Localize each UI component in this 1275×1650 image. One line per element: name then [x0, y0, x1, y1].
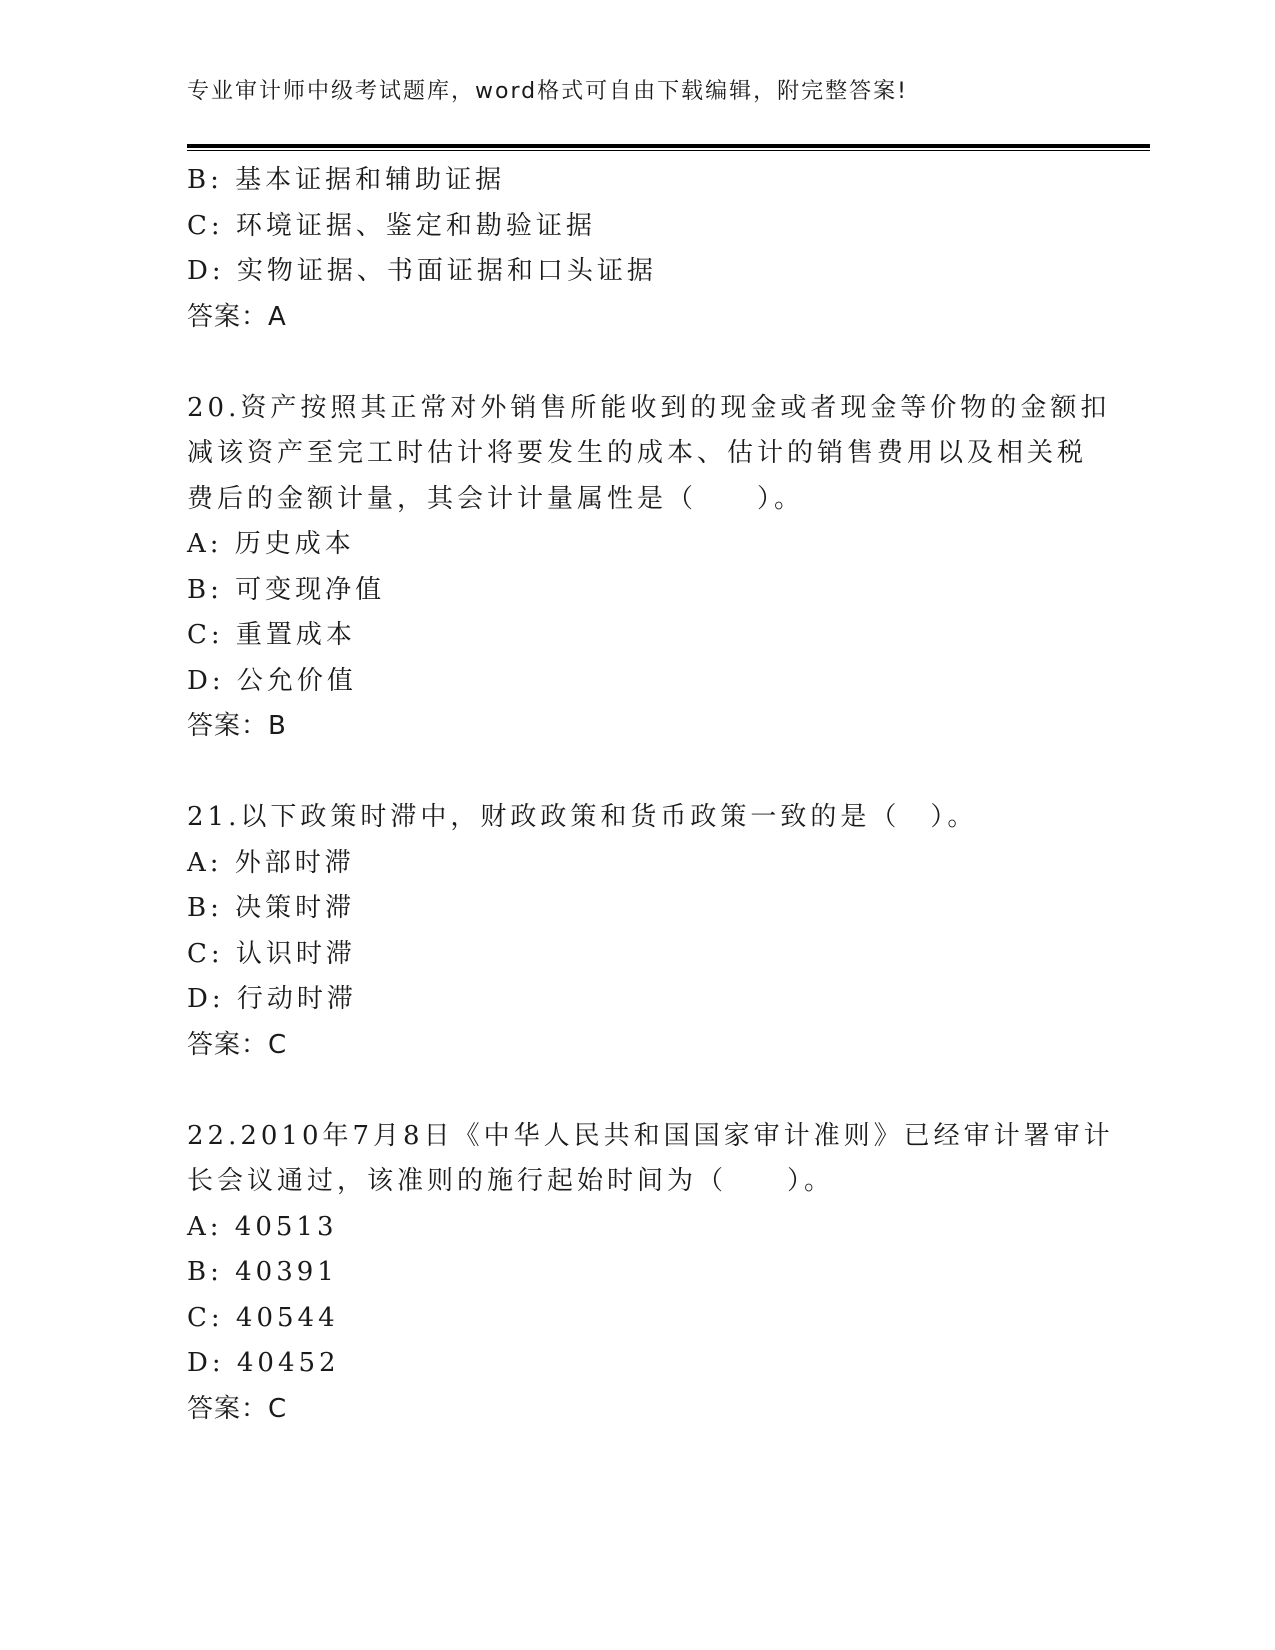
question-text: 22.2010年7月8日《中华人民共和国国家审计准则》已经审计署审计: [187, 1120, 1114, 1151]
question-block: [187, 1114, 1114, 1433]
option-a: A: 外部时滞: [187, 847, 355, 878]
option-b: B: 可变现净值: [187, 574, 386, 605]
question-text: 长会议通过，该准则的施行起始时间为（ ）。: [187, 1166, 835, 1196]
question-text: 费后的金额计量，其会计计量属性是（ ）。: [187, 483, 805, 514]
spacer: [187, 340, 1087, 386]
question-block: [187, 795, 1087, 1068]
option-b: B: 40391: [187, 1257, 338, 1287]
option-b: B: 基本证据和辅助证据: [187, 165, 506, 195]
option-d: D: 40452: [187, 1348, 340, 1378]
option-c: C: 重置成本: [187, 620, 356, 650]
answer-line: 答案：C: [187, 1029, 288, 1060]
question-block: [187, 386, 1111, 750]
answer-line: 答案：B: [187, 711, 287, 741]
header-rule-thick: [187, 144, 1150, 148]
option-c: C: 40544: [187, 1302, 339, 1333]
option-d: D: 公允价值: [187, 665, 357, 696]
answer-line: 答案：A: [187, 301, 287, 332]
question-text: 20.资产按照其正常对外销售所能收到的现金或者现金等价物的金额扣: [187, 392, 1111, 423]
option-c: C: 环境证据、鉴定和勘验证据: [187, 210, 596, 241]
question-text: 减该资产至完工时估计将要发生的成本、估计的销售费用以及相关税: [187, 438, 1088, 468]
question-text: 21.以下政策时滞中，财政政策和货币政策一致的是（ ）。: [187, 802, 978, 832]
header-rule-thin: [187, 150, 1150, 151]
option-d: D: 实物证据、书面证据和口头证据: [187, 256, 657, 286]
answer-line: 答案：C: [187, 1393, 288, 1424]
option-a: A: 40513: [187, 1211, 338, 1242]
option-d: D: 行动时滞: [187, 984, 357, 1014]
option-c: C: 认识时滞: [187, 938, 356, 969]
spacer: [187, 1068, 1087, 1114]
option-a: A: 历史成本: [187, 529, 355, 559]
page-header: 专业审计师中级考试题库，word格式可自由下载编辑，附完整答案!: [187, 79, 908, 104]
question-list: [187, 158, 1114, 1432]
option-b: B: 决策时滞: [187, 893, 356, 923]
question-block: [187, 158, 1087, 340]
spacer: [187, 750, 1087, 796]
